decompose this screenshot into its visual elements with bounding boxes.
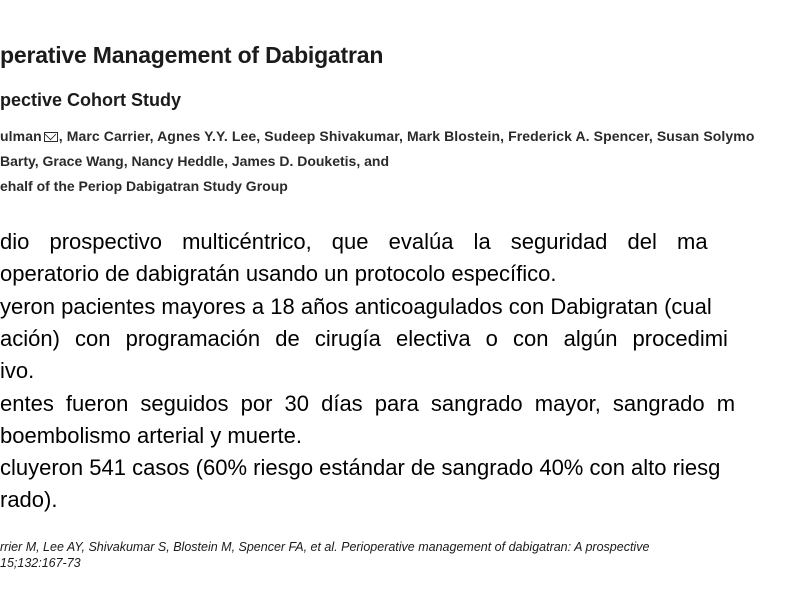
- body-line: boembolismo arterial y muerte.: [0, 423, 303, 448]
- body-line: yeron pacientes mayores a 18 años anticoagulados con Dabigratan (cual: [0, 294, 712, 319]
- paper-subtitle: pective Cohort Study: [0, 90, 182, 110]
- paper-title: perative Management of Dabigatran: [0, 42, 384, 68]
- author-first: ulman: [0, 128, 42, 144]
- reference-line-2: 15;132:167-73: [0, 556, 81, 570]
- body-line: entes fueron seguidos por 30 días para sangrado mayor, sangrado m: [0, 391, 736, 416]
- body-line: ación) con programación de cirugía electiva o con algún procedimi: [0, 326, 728, 351]
- body-line: operatorio de dabigratán usando un protocolo específico.: [0, 261, 557, 286]
- study-group-line: ehalf of the Periop Dabigatran Study Group: [0, 178, 288, 194]
- body-line: rado).: [0, 487, 58, 512]
- author-list-line-2: Barty, Grace Wang, Nancy Heddle, James D. Douketis, and: [0, 153, 390, 169]
- reference-line-1: rrier M, Lee AY, Shivakumar S, Blostein M, Spencer FA, et al. Perioperative management of dabigatran: A prospective: [0, 540, 650, 554]
- mail-icon: [44, 132, 58, 142]
- body-line: cluyeron 541 casos (60% riesgo estándar de sangrado 40% con alto riesg: [0, 455, 721, 480]
- body-line: dio prospectivo multicéntrico, que evalúa la seguridad del ma: [0, 229, 708, 254]
- author-list-line-1: [0, 128, 755, 144]
- author-rest: , Marc Carrier, Agnes Y.Y. Lee, Sudeep Shivakumar, Mark Blostein, Frederick A. Spencer, Susan Solymo: [58, 128, 755, 144]
- body-line: ivo.: [0, 358, 35, 383]
